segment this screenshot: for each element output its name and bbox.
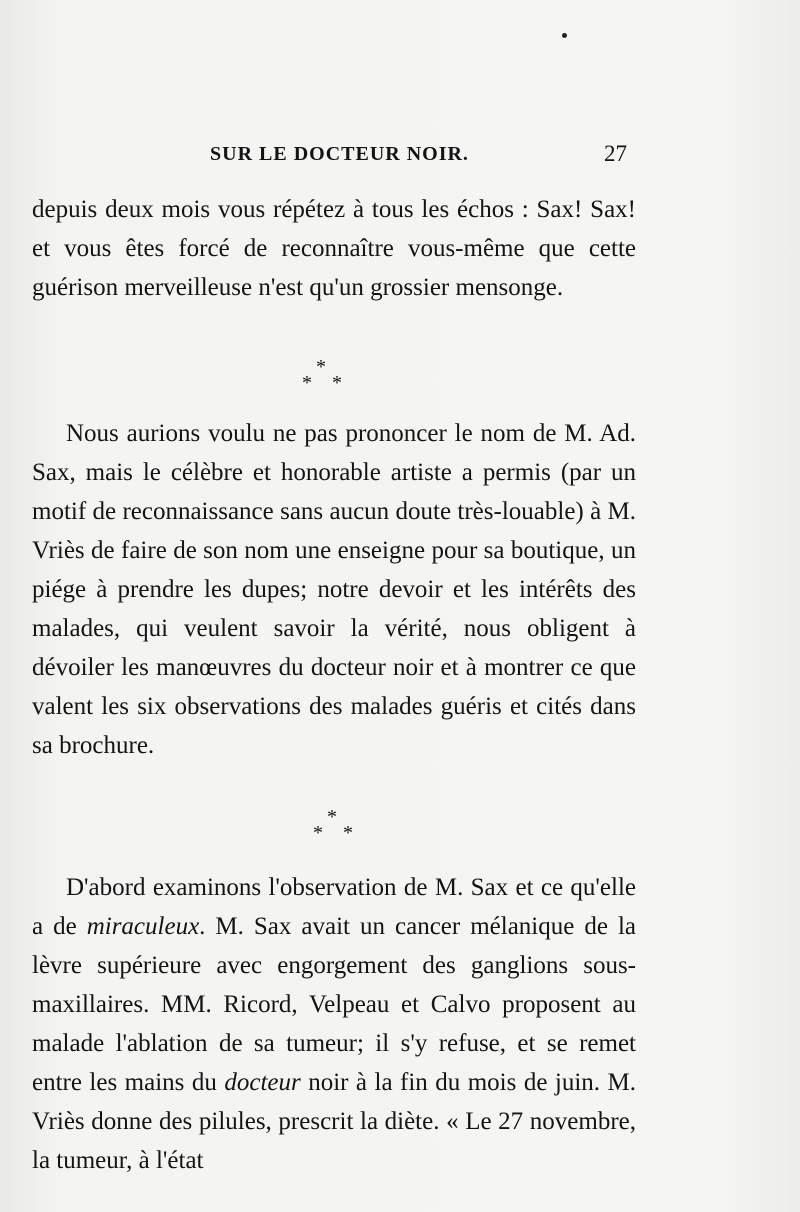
text-run: D'abord examinons l'observation de M. Sax et ce qu'elle a de xyxy=(32,874,636,940)
asterisk: * xyxy=(316,356,326,378)
asterisk: * xyxy=(332,372,342,394)
page-number: 27 xyxy=(604,141,627,166)
paragraph-sax xyxy=(32,414,636,765)
running-title: SUR LE DOCTEUR NOIR. xyxy=(210,143,469,165)
paragraph-text: depuis deux mois vous répétez à tous les échos : Sax! Sax! et vous êtes forcé de reconnaître vous-même que cette guérison merveilleuse n'est qu'un grossier mensonge. xyxy=(32,196,636,301)
asterisk: * xyxy=(313,822,323,844)
section-break-asterism xyxy=(302,356,362,394)
paragraph-text xyxy=(32,868,636,1180)
paragraph-text: Nous aurions voulu ne pas prononcer le nom de M. Ad. Sax, mais le célèbre et honorable artiste a permis (par un motif de reconnaissance sans aucun doute très-louable) à M. Vriès de faire de son nom une enseigne pour sa boutique, un piége à prendre les dupes; notre devoir et les intérêts des malades, qui veulent savoir la vérité, nous obligent à dévoiler les manœuvres du docteur noir et à montrer ce que valent les six observations des malades guéris et cités dans sa brochure. xyxy=(32,420,636,759)
text-run: noir à la fin du mois de juin. M. Vriès donne des pilules, prescrit la diète. « Le 27 novembre, la tumeur, à l'état xyxy=(32,1069,636,1174)
asterisk: * xyxy=(302,372,312,394)
italic-text: miraculeux xyxy=(86,913,200,940)
text-run: . M. Sax avait un cancer mélanique de la lèvre supérieure avec engorgement des ganglions sous-maxillaires. MM. Ricord, Velpeau et Calvo proposent au malade l'ablation de sa tumeur; il s'y refuse, et se remet entre les mains du xyxy=(32,913,636,1096)
asterisk: * xyxy=(343,822,353,844)
asterisk: * xyxy=(327,806,337,828)
paragraph-continuation xyxy=(32,190,636,307)
ink-speck xyxy=(562,33,567,38)
paragraph-observation xyxy=(32,868,636,1180)
italic-text: docteur xyxy=(224,1069,301,1096)
section-break-asterism xyxy=(313,806,373,844)
